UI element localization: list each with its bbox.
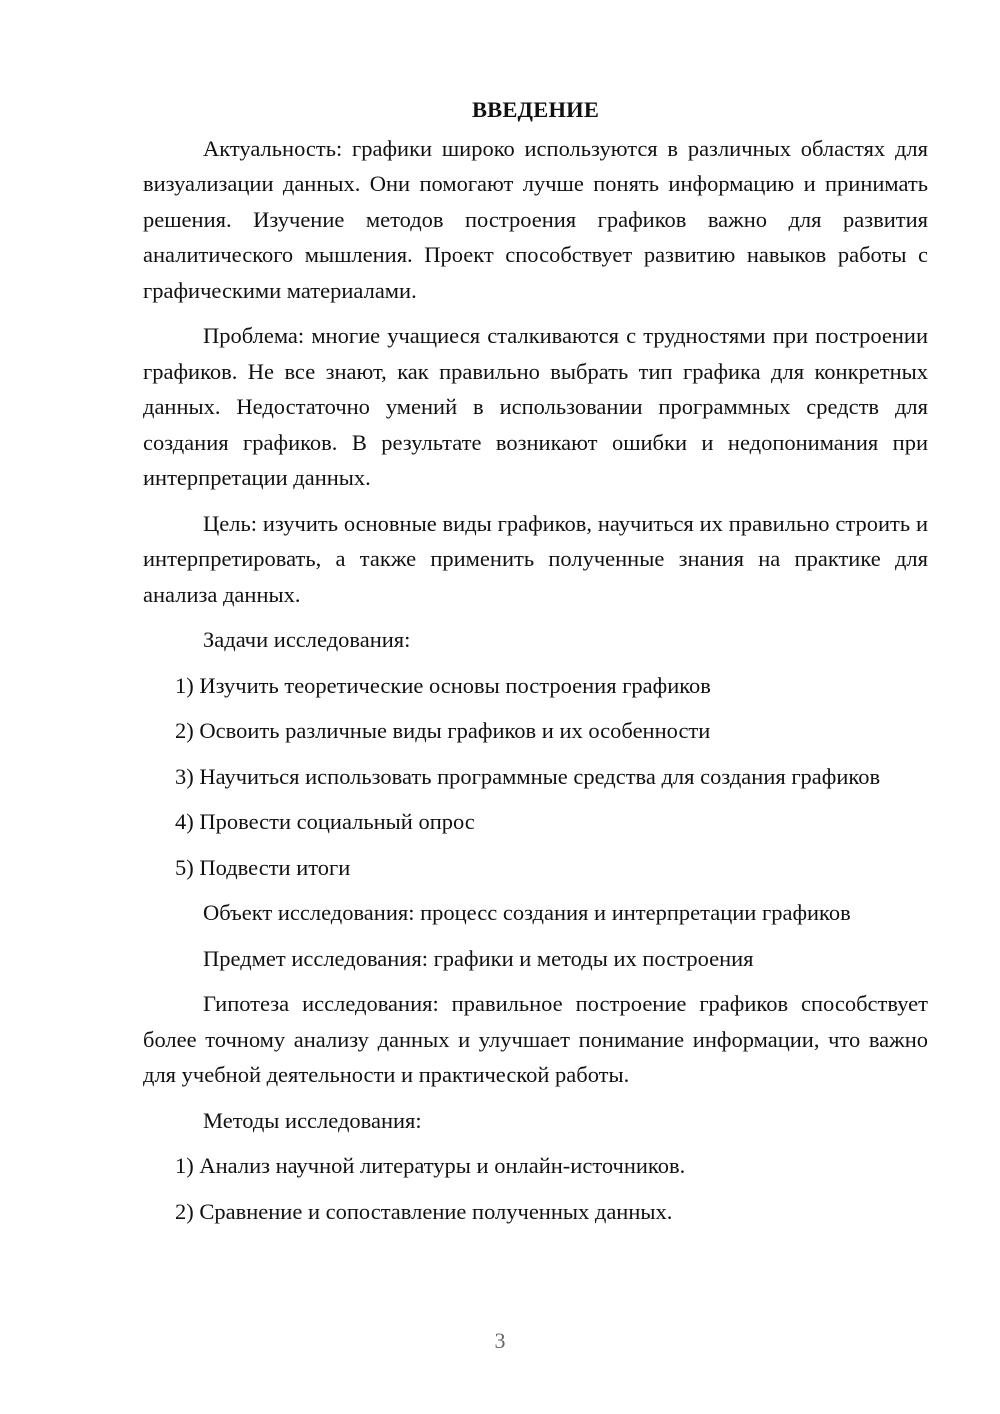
task-item-4: 4) Провести социальный опрос — [175, 809, 475, 834]
page-number: 3 — [494, 1328, 506, 1353]
relevance-paragraph: Актуальность: графики широко используются в различных областях для визуализации данных. Они помогают лучше понять информацию и принимать решения. Изучение методов построения графиков важно для развития аналитического мышления. Проект способствует развитию навыков работы с графическими материалами. — [143, 135, 928, 303]
method-item-1: 1) Анализ научной литературы и онлайн-источников. — [175, 1153, 686, 1178]
research-object: Объект исследования: процесс создания и интерпретации графиков — [203, 900, 851, 925]
section-title: ВВЕДЕНИЕ — [471, 97, 600, 122]
task-item-1: 1) Изучить теоретические основы построения графиков — [175, 672, 711, 698]
hypothesis-paragraph: Гипотеза исследования: правильное построение графиков способствует более точному анализу данных и улучшает понимание информации, что важно для учебной деятельности и практической работы. — [143, 991, 928, 1087]
goal-paragraph: Цель: изучить основные виды графиков, научиться их правильно строить и интерпретировать, а также применить полученные знания на практике для анализа данных. — [143, 510, 928, 607]
method-item-2: 2) Сравнение и сопоставление полученных данных. — [175, 1198, 673, 1224]
research-subject: Предмет исследования: графики и методы их построения — [203, 945, 754, 971]
tasks-heading: Задачи исследования: — [203, 627, 411, 652]
task-item-3: 3) Научиться использовать программные средства для создания графиков — [175, 763, 881, 789]
task-item-5: 5) Подвести итоги — [175, 854, 351, 880]
document-body — [143, 92, 928, 1239]
task-item-2: 2) Освоить различные виды графиков и их особенности — [175, 718, 711, 743]
methods-heading: Методы исследования: — [203, 1107, 422, 1133]
problem-paragraph: Проблема: многие учащиеся сталкиваются с трудностями при построении графиков. Не все знают, как правильно выбрать тип графика для конкретных данных. Недостаточно умений в использовании программных средств для создания графиков. В результате возникают ошибки и недопонимания при интерпретации данных. — [143, 323, 928, 490]
